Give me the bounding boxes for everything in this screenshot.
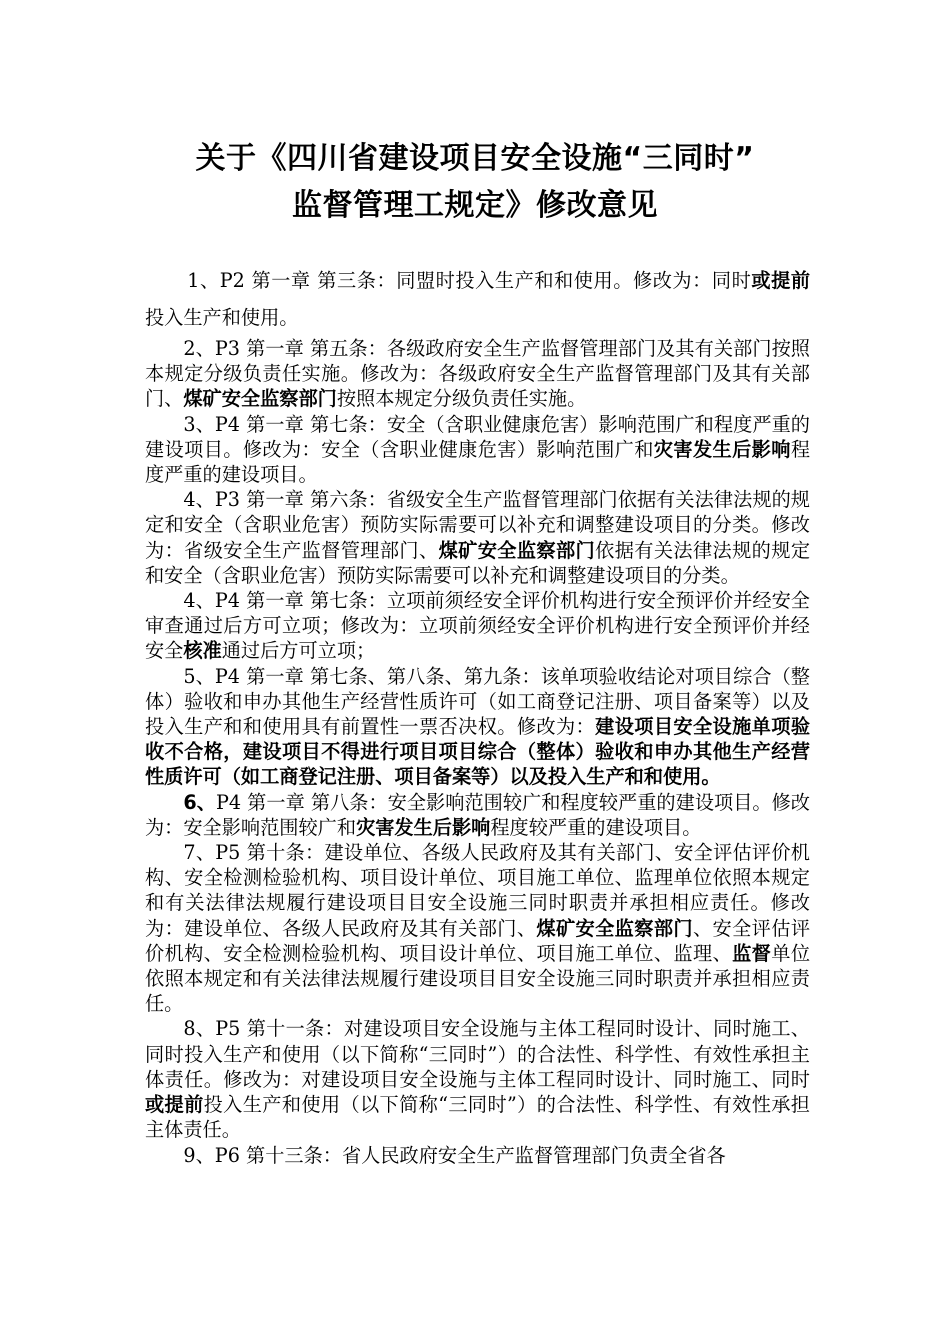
paragraph-1-bold-text: 或提前 (751, 269, 811, 292)
paragraph-9-text: 8、P5 第十一条：对建设项目安全设施与主体工程同时设计、同时施工、同时投入生产和使用（以下简称“三同时”）的合法性、科学性、有效性承担主体责任。修改为：对建设项目安全设施与主体工程同时设计、同时施工、同时 (145, 1017, 810, 1091)
paragraph-4-text: 4、P3 第一章 第六条：省级安全生产监督管理部门依据有关法律法规的规定和安全（含职业危害）预防实际需要可以补充和调整建设项目的分类。修改为：省级安全生产监督管理部门、 (145, 488, 810, 562)
paragraph-6-text: 5、P4 第一章 第七条、第八条、第九条：该单项验收结论对项目综合（整体）验收和申办其他生产经营性质许可（如工商登记注册、项目备案等）以及投入生产和和使用具有前置性一票否决权。修改为： (145, 664, 810, 739)
paragraph-9-text: 投入生产和使用（以下简称“三同时”）的合法性、科学性、有效性承担主体责任。 (145, 1093, 810, 1142)
paragraph-8-bold-text: 煤矿安全监察部门 (536, 916, 693, 940)
paragraph-3-text: 3、P4 第一章 第七条：安全（含职业健康危害）影响范围广和程度严重的建设项目。修改为：安全（含职业健康危害）影响范围广和 (145, 412, 810, 461)
paragraph-6 (145, 664, 810, 790)
paragraph-3-bold-text: 灾害发生后影响 (653, 437, 791, 461)
paragraph-7-bold-text: 灾害发生后影响 (356, 815, 491, 839)
paragraph-4-bold-text: 煤矿安全监察部门 (438, 538, 596, 562)
paragraph-3-text: 程度严重的建设项目。 (145, 437, 811, 487)
paragraph-5-text: 通过后方可立项； (221, 639, 376, 663)
paragraph-4 (145, 487, 810, 588)
paragraph-7-text: 程度较严重的建设项目。 (490, 815, 702, 839)
paragraph-2 (145, 336, 810, 412)
paragraph-7-text: P4 第一章 第八条：安全影响范围较广和程度较严重的建设项目。修改为：安全影响范围较广和 (145, 790, 810, 839)
paragraph-4-text: 依据有关法律法规的规定和安全（含职业危害）预防实际需要可以补充和调整建设项目的分类。 (145, 538, 811, 587)
paragraph-1-text: 投入生产和使用。 (145, 306, 299, 329)
paragraph-8-text: 单位依照本规定和有关法律法规履行建设项目目安全设施三同时职责并承担相应责任。 (145, 941, 811, 1016)
paragraph-10 (145, 1143, 810, 1168)
paragraph-2-text: 按照本规定分级负责任实施。 (336, 387, 587, 411)
paragraph-2-bold-text: 煤矿安全监察部门 (183, 387, 337, 411)
paragraph-2-text: 2、P3 第一章 第五条：各级政府安全生产监督管理部门及其有关部门按照本规定分级负责任实施。修改为：各级政府安全生产监督管理部门及其有关部门、 (145, 337, 810, 411)
paragraph-5-text: 4、P4 第一章 第七条：立项前须经安全评价机构进行安全预评价并经安全审查通过后方可立项；修改为：立项前须经安全评价机构进行安全预评价并经安全 (145, 589, 810, 663)
paragraph-9 (145, 1016, 810, 1142)
paragraph-5-bold-text: 核准 (183, 639, 222, 663)
paragraph-8-bold-text: 监督 (732, 941, 772, 965)
paragraph-10-text: 9、P6 第十三条：省人民政府安全生产监督管理部门负责全省各 (183, 1143, 726, 1167)
paragraph-9-bold-text: 或提前 (145, 1093, 204, 1117)
paragraph-8-text: 7、P5 第十条：建设单位、各级人民政府及其有关部门、安全评估评价机构、安全检测检验机构、项目设计单位、项目施工单位、监理单位依照本规定和有关法律法规履行建设项目目安全设施三同时职责并承担相应责任。修改为：建设单位、各级人民政府及其有关部门、 (145, 841, 810, 940)
paragraph-7-bold-number: 6、 (183, 790, 216, 814)
paragraph-6-bold-text: 建设项目安全设施单项验收不合格，建设项目不得进行项目项目综合（整体）验收和申办其他生产经营性质许可（如工商登记注册、项目备案等）以及投入生产和和使用。 (145, 715, 811, 789)
document-title-line-1: 关于《四川省建设项目安全设施“三同时” (195, 141, 755, 176)
paragraph-3 (145, 412, 810, 488)
document-title-line-2: 监督管理工规定》修改意见 (292, 188, 658, 223)
document-body (145, 262, 810, 1168)
paragraph-1-text: 1、P2 第一章 第三条：同盟时投入生产和和使用。修改为：同时 (187, 269, 752, 292)
paragraph-8 (145, 840, 810, 1016)
paragraph-7 (145, 790, 810, 840)
paragraph-5 (145, 588, 810, 664)
paragraph-1 (145, 262, 810, 336)
paragraph-8-text: 、安全评估评价机构、安全检测检验机构、项目设计单位、项目施工单位、监理、 (145, 916, 811, 965)
